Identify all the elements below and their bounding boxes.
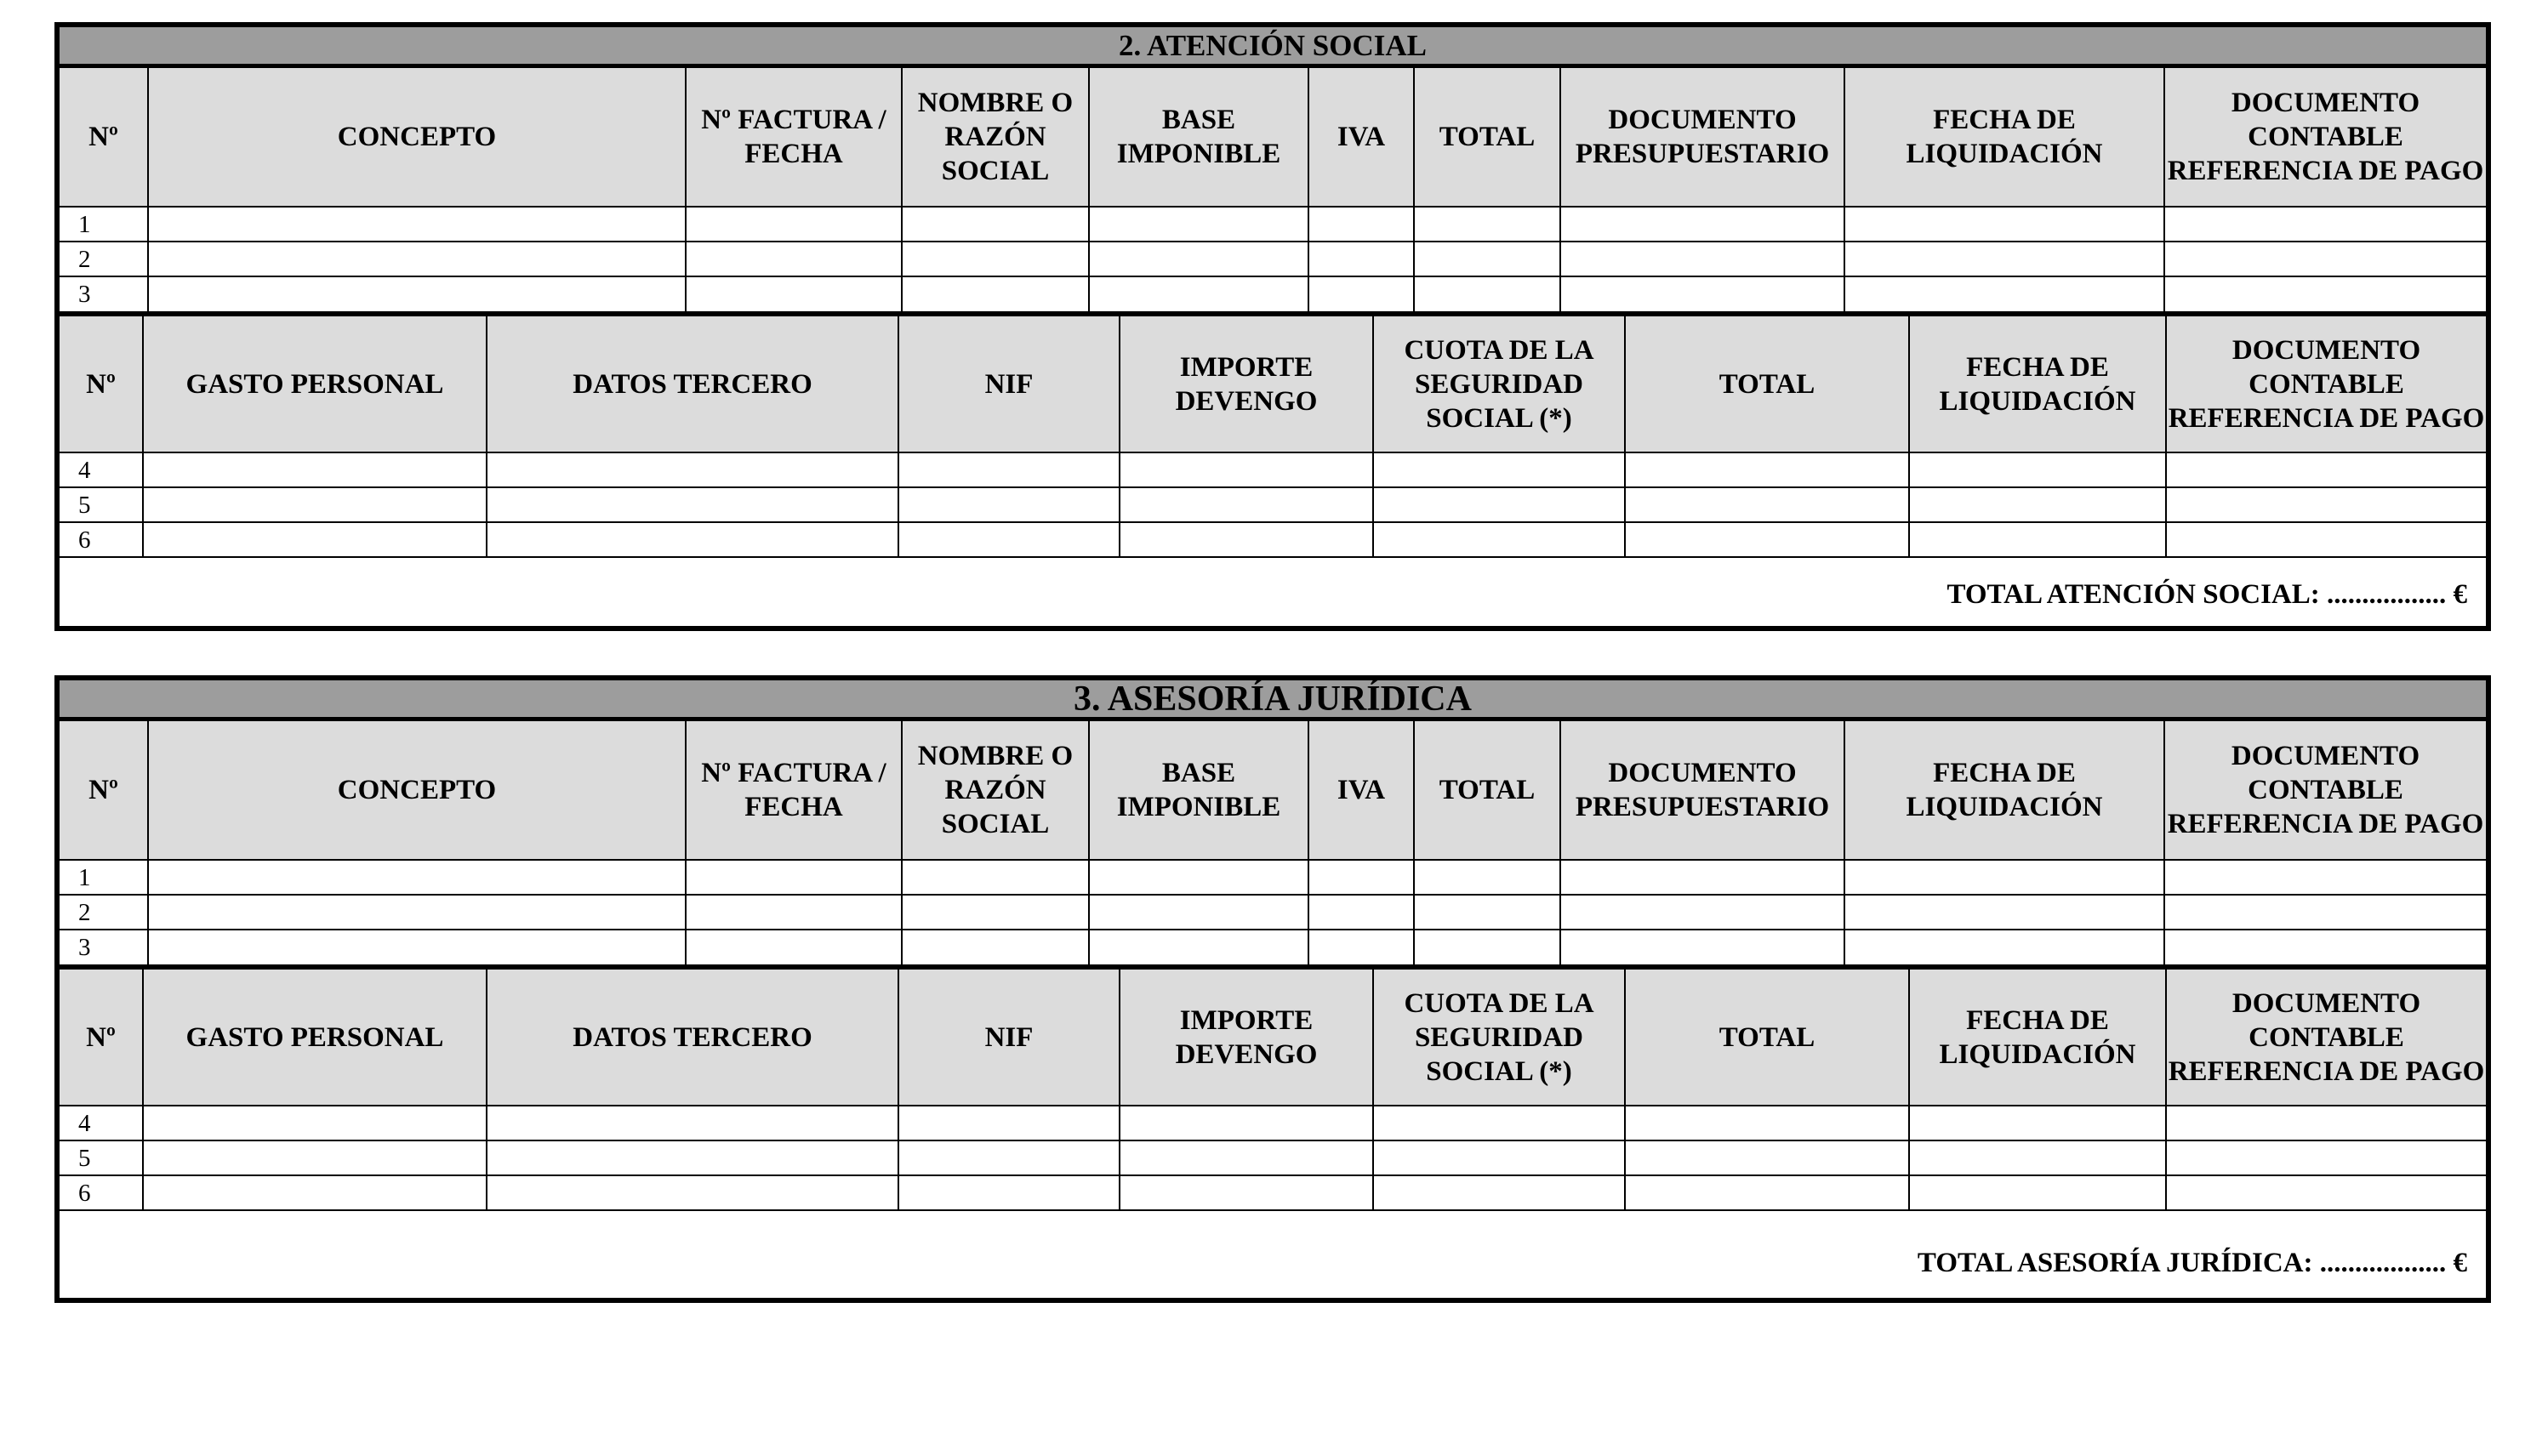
table-header-row [60, 314, 2486, 452]
cell-importe[interactable] [1120, 1140, 1373, 1175]
row-number: 1 [60, 207, 148, 242]
cell-fecha[interactable] [1844, 930, 2164, 964]
cell-concepto[interactable] [148, 860, 686, 895]
cell-fecha[interactable] [1909, 452, 2166, 487]
cell-fecha[interactable] [1844, 242, 2164, 276]
cell-nif[interactable] [898, 1106, 1120, 1140]
cell-fecha[interactable] [1909, 1140, 2166, 1175]
cell-gasto-personal[interactable] [143, 1140, 487, 1175]
cell-concepto[interactable] [148, 242, 686, 276]
col-header-doc-contable: DOCUMENTO CONTABLE REFERENCIA DE PAGO [2166, 314, 2486, 452]
cell-doc-contable[interactable] [2164, 930, 2486, 964]
invoice-table [60, 721, 2486, 964]
table-row [60, 452, 2486, 487]
col-header-cuota-ss: CUOTA DE LA SEGURIDAD SOCIAL (*) [1373, 967, 1625, 1106]
table-row [60, 1140, 2486, 1175]
cell-nombre[interactable] [902, 930, 1089, 964]
cell-datos-tercero[interactable] [487, 522, 898, 557]
cell-base[interactable] [1089, 860, 1308, 895]
cell-total[interactable] [1414, 930, 1560, 964]
cell-concepto[interactable] [148, 207, 686, 242]
cell-iva[interactable] [1308, 895, 1414, 930]
cell-gasto-personal[interactable] [143, 452, 487, 487]
row-number: 5 [60, 1140, 143, 1175]
col-header-gasto-personal: GASTO PERSONAL [143, 314, 487, 452]
cell-doc-presupuestario[interactable] [1560, 895, 1844, 930]
cell-factura[interactable] [686, 276, 902, 311]
cell-gasto-personal[interactable] [143, 522, 487, 557]
col-header-doc-presupuestario: DOCUMENTO PRESUPUESTARIO [1560, 68, 1844, 207]
cell-doc-contable[interactable] [2166, 452, 2486, 487]
table-row [60, 930, 2486, 964]
cell-doc-presupuestario[interactable] [1560, 207, 1844, 242]
col-header-nombre: NOMBRE O RAZÓN SOCIAL [902, 68, 1089, 207]
row-number: 4 [60, 1106, 143, 1140]
cell-doc-contable[interactable] [2166, 1106, 2486, 1140]
personnel-table [60, 311, 2486, 558]
col-header-datos-tercero: DATOS TERCERO [487, 967, 898, 1106]
cell-fecha[interactable] [1909, 1106, 2166, 1140]
section-total: TOTAL ASESORÍA JURÍDICA: .................. € [1917, 1248, 2467, 1278]
section-atencion-social [54, 22, 2491, 631]
col-header-iva: IVA [1308, 68, 1414, 207]
table-row [60, 207, 2486, 242]
row-number: 5 [60, 487, 143, 522]
section-asesoria-juridica [54, 675, 2491, 1303]
cell-total[interactable] [1414, 242, 1560, 276]
col-header-datos-tercero: DATOS TERCERO [487, 314, 898, 452]
cell-doc-contable[interactable] [2164, 242, 2486, 276]
cell-cuota[interactable] [1373, 452, 1625, 487]
col-header-total: TOTAL [1414, 721, 1560, 860]
cell-cuota[interactable] [1373, 522, 1625, 557]
col-header-num: Nº [60, 68, 148, 207]
personnel-table [60, 964, 2486, 1211]
col-header-doc-presupuestario: DOCUMENTO PRESUPUESTARIO [1560, 721, 1844, 860]
cell-base[interactable] [1089, 207, 1308, 242]
cell-fecha[interactable] [1909, 522, 2166, 557]
invoice-table [60, 68, 2486, 311]
cell-total[interactable] [1414, 207, 1560, 242]
section-title: 2. ATENCIÓN SOCIAL [60, 27, 2486, 68]
cell-nombre[interactable] [902, 207, 1089, 242]
cell-nif[interactable] [898, 1175, 1120, 1210]
table-header-row [60, 967, 2486, 1106]
cell-total[interactable] [1625, 1175, 1909, 1210]
cell-fecha[interactable] [1844, 895, 2164, 930]
col-header-concepto: CONCEPTO [148, 721, 686, 860]
cell-datos-tercero[interactable] [487, 1106, 898, 1140]
cell-doc-contable[interactable] [2166, 522, 2486, 557]
col-header-iva: IVA [1308, 721, 1414, 860]
cell-total[interactable] [1625, 487, 1909, 522]
cell-doc-contable[interactable] [2164, 860, 2486, 895]
cell-nif[interactable] [898, 487, 1120, 522]
cell-total[interactable] [1625, 1106, 1909, 1140]
cell-iva[interactable] [1308, 242, 1414, 276]
cell-doc-contable[interactable] [2164, 276, 2486, 311]
cell-importe[interactable] [1120, 1175, 1373, 1210]
row-number: 2 [60, 895, 148, 930]
col-header-nombre: NOMBRE O RAZÓN SOCIAL [902, 721, 1089, 860]
table-row [60, 895, 2486, 930]
cell-fecha[interactable] [1909, 487, 2166, 522]
col-header-fecha-liquidacion: FECHA DE LIQUIDACIÓN [1909, 314, 2166, 452]
cell-doc-presupuestario[interactable] [1560, 860, 1844, 895]
section-title: 3. ASESORÍA JURÍDICA [60, 680, 2486, 721]
table-row [60, 242, 2486, 276]
cell-doc-contable[interactable] [2166, 1140, 2486, 1175]
cell-iva[interactable] [1308, 930, 1414, 964]
cell-base[interactable] [1089, 242, 1308, 276]
cell-factura[interactable] [686, 860, 902, 895]
cell-cuota[interactable] [1373, 1106, 1625, 1140]
table-header-row [60, 721, 2486, 860]
cell-fecha[interactable] [1844, 860, 2164, 895]
col-header-doc-contable: DOCUMENTO CONTABLE REFERENCIA DE PAGO [2164, 721, 2486, 860]
col-header-base: BASE IMPONIBLE [1089, 68, 1308, 207]
cell-fecha[interactable] [1909, 1175, 2166, 1210]
col-header-doc-contable: DOCUMENTO CONTABLE REFERENCIA DE PAGO [2164, 68, 2486, 207]
cell-datos-tercero[interactable] [487, 1175, 898, 1210]
cell-datos-tercero[interactable] [487, 487, 898, 522]
table-row [60, 1175, 2486, 1210]
cell-nombre[interactable] [902, 860, 1089, 895]
col-header-factura: Nº FACTURA / FECHA [686, 721, 902, 860]
col-header-total: TOTAL [1414, 68, 1560, 207]
cell-fecha[interactable] [1844, 207, 2164, 242]
col-header-fecha-liquidacion: FECHA DE LIQUIDACIÓN [1844, 721, 2164, 860]
cell-doc-contable[interactable] [2164, 895, 2486, 930]
table-row [60, 1106, 2486, 1140]
cell-datos-tercero[interactable] [487, 452, 898, 487]
cell-concepto[interactable] [148, 895, 686, 930]
table-row [60, 276, 2486, 311]
col-header-fecha-liquidacion: FECHA DE LIQUIDACIÓN [1909, 967, 2166, 1106]
cell-factura[interactable] [686, 930, 902, 964]
cell-concepto[interactable] [148, 930, 686, 964]
cell-iva[interactable] [1308, 276, 1414, 311]
col-header-num: Nº [60, 721, 148, 860]
cell-base[interactable] [1089, 276, 1308, 311]
col-header-importe-devengo: IMPORTE DEVENGO [1120, 967, 1373, 1106]
col-header-concepto: CONCEPTO [148, 68, 686, 207]
row-number: 6 [60, 522, 143, 557]
cell-importe[interactable] [1120, 452, 1373, 487]
table-header-row [60, 68, 2486, 207]
col-header-doc-contable: DOCUMENTO CONTABLE REFERENCIA DE PAGO [2166, 967, 2486, 1106]
cell-cuota[interactable] [1373, 1175, 1625, 1210]
table-row [60, 522, 2486, 557]
row-number: 3 [60, 930, 148, 964]
cell-datos-tercero[interactable] [487, 1140, 898, 1175]
cell-total[interactable] [1625, 1140, 1909, 1175]
cell-total[interactable] [1414, 895, 1560, 930]
section-total: TOTAL ATENCIÓN SOCIAL: ................. € [1946, 579, 2467, 610]
col-header-cuota-ss: CUOTA DE LA SEGURIDAD SOCIAL (*) [1373, 314, 1625, 452]
cell-nombre[interactable] [902, 276, 1089, 311]
cell-total[interactable] [1414, 276, 1560, 311]
cell-gasto-personal[interactable] [143, 487, 487, 522]
cell-concepto[interactable] [148, 276, 686, 311]
cell-iva[interactable] [1308, 207, 1414, 242]
cell-importe[interactable] [1120, 1106, 1373, 1140]
col-header-nif: NIF [898, 314, 1120, 452]
col-header-importe-devengo: IMPORTE DEVENGO [1120, 314, 1373, 452]
cell-doc-presupuestario[interactable] [1560, 242, 1844, 276]
cell-gasto-personal[interactable] [143, 1175, 487, 1210]
cell-doc-contable[interactable] [2164, 207, 2486, 242]
col-header-base: BASE IMPONIBLE [1089, 721, 1308, 860]
row-number: 1 [60, 860, 148, 895]
row-number: 6 [60, 1175, 143, 1210]
cell-nif[interactable] [898, 1140, 1120, 1175]
col-header-total: TOTAL [1625, 314, 1909, 452]
cell-nif[interactable] [898, 452, 1120, 487]
cell-doc-presupuestario[interactable] [1560, 276, 1844, 311]
col-header-total: TOTAL [1625, 967, 1909, 1106]
row-number: 2 [60, 242, 148, 276]
row-number: 3 [60, 276, 148, 311]
cell-fecha[interactable] [1844, 276, 2164, 311]
cell-doc-contable[interactable] [2166, 1175, 2486, 1210]
cell-total[interactable] [1625, 522, 1909, 557]
cell-total[interactable] [1625, 452, 1909, 487]
cell-iva[interactable] [1308, 860, 1414, 895]
cell-doc-presupuestario[interactable] [1560, 930, 1844, 964]
cell-nombre[interactable] [902, 242, 1089, 276]
cell-factura[interactable] [686, 242, 902, 276]
cell-base[interactable] [1089, 895, 1308, 930]
cell-factura[interactable] [686, 207, 902, 242]
cell-nombre[interactable] [902, 895, 1089, 930]
col-header-factura: Nº FACTURA / FECHA [686, 68, 902, 207]
table-row [60, 487, 2486, 522]
col-header-num: Nº [60, 967, 143, 1106]
cell-doc-contable[interactable] [2166, 487, 2486, 522]
row-number: 4 [60, 452, 143, 487]
col-header-gasto-personal: GASTO PERSONAL [143, 967, 487, 1106]
cell-base[interactable] [1089, 930, 1308, 964]
cell-nif[interactable] [898, 522, 1120, 557]
cell-importe[interactable] [1120, 487, 1373, 522]
table-row [60, 860, 2486, 895]
col-header-num: Nº [60, 314, 143, 452]
col-header-nif: NIF [898, 967, 1120, 1106]
cell-total[interactable] [1414, 860, 1560, 895]
cell-cuota[interactable] [1373, 487, 1625, 522]
cell-cuota[interactable] [1373, 1140, 1625, 1175]
cell-gasto-personal[interactable] [143, 1106, 487, 1140]
col-header-fecha-liquidacion: FECHA DE LIQUIDACIÓN [1844, 68, 2164, 207]
cell-importe[interactable] [1120, 522, 1373, 557]
cell-factura[interactable] [686, 895, 902, 930]
